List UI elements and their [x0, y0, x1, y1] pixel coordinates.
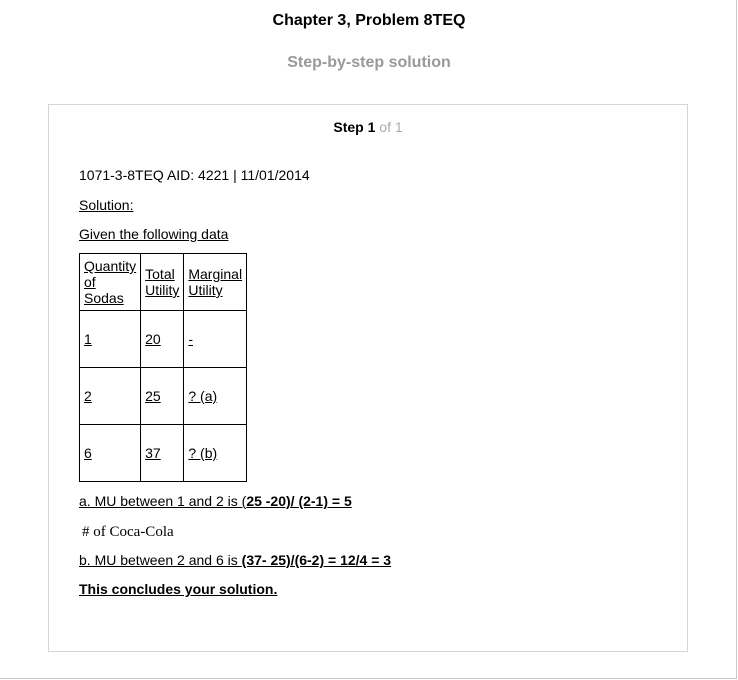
given-label: Given the following data: [79, 226, 229, 242]
solution-card: [48, 104, 688, 652]
table-cell: 1: [80, 311, 141, 368]
page-title: Chapter 3, Problem 8TEQ: [272, 12, 466, 29]
utility-table: [79, 253, 247, 482]
part-b-result: (37- 25)/(6-2) = 12/4 = 3: [241, 552, 392, 568]
table-cell: 37: [141, 425, 184, 482]
table-row: [80, 311, 247, 368]
table-cell: ? (a): [184, 368, 247, 425]
solution-subtitle: Step-by-step solution: [287, 54, 451, 71]
table-header-cell: Marginal Utility: [184, 254, 247, 311]
solution-label: Solution:: [79, 197, 134, 213]
table-cell: 20: [141, 311, 184, 368]
part-a-answer: [79, 493, 352, 509]
table-cell: ? (b): [184, 425, 247, 482]
table-cell: 2: [80, 368, 141, 425]
step-total: of 1: [379, 119, 403, 135]
part-a-result: 25 -20)/ (2-1) = 5: [246, 493, 352, 509]
coca-cola-label: # of Coca-Cola: [82, 524, 174, 540]
problem-meta: 1071-3-8TEQ AID: 4221 | 11/01/2014: [79, 167, 310, 183]
step-label: Step: [333, 119, 364, 135]
table-cell: 25: [141, 368, 184, 425]
table-header-row: [80, 254, 247, 311]
table-header-cell: Total Utility: [141, 254, 184, 311]
step-indicator: [49, 119, 687, 135]
table-cell: 6: [80, 425, 141, 482]
table-row: [80, 368, 247, 425]
table-cell: -: [184, 311, 247, 368]
part-a-prefix: a. MU between 1 and 2 is (: [79, 493, 247, 509]
table-header-cell: Quantity of Sodas: [80, 254, 141, 311]
conclusion-text: This concludes your solution.: [79, 581, 278, 597]
part-b-answer: [79, 552, 391, 568]
step-number: 1: [367, 119, 376, 135]
table-row: [80, 425, 247, 482]
part-b-prefix: b. MU between 2 and 6 is: [79, 552, 242, 568]
